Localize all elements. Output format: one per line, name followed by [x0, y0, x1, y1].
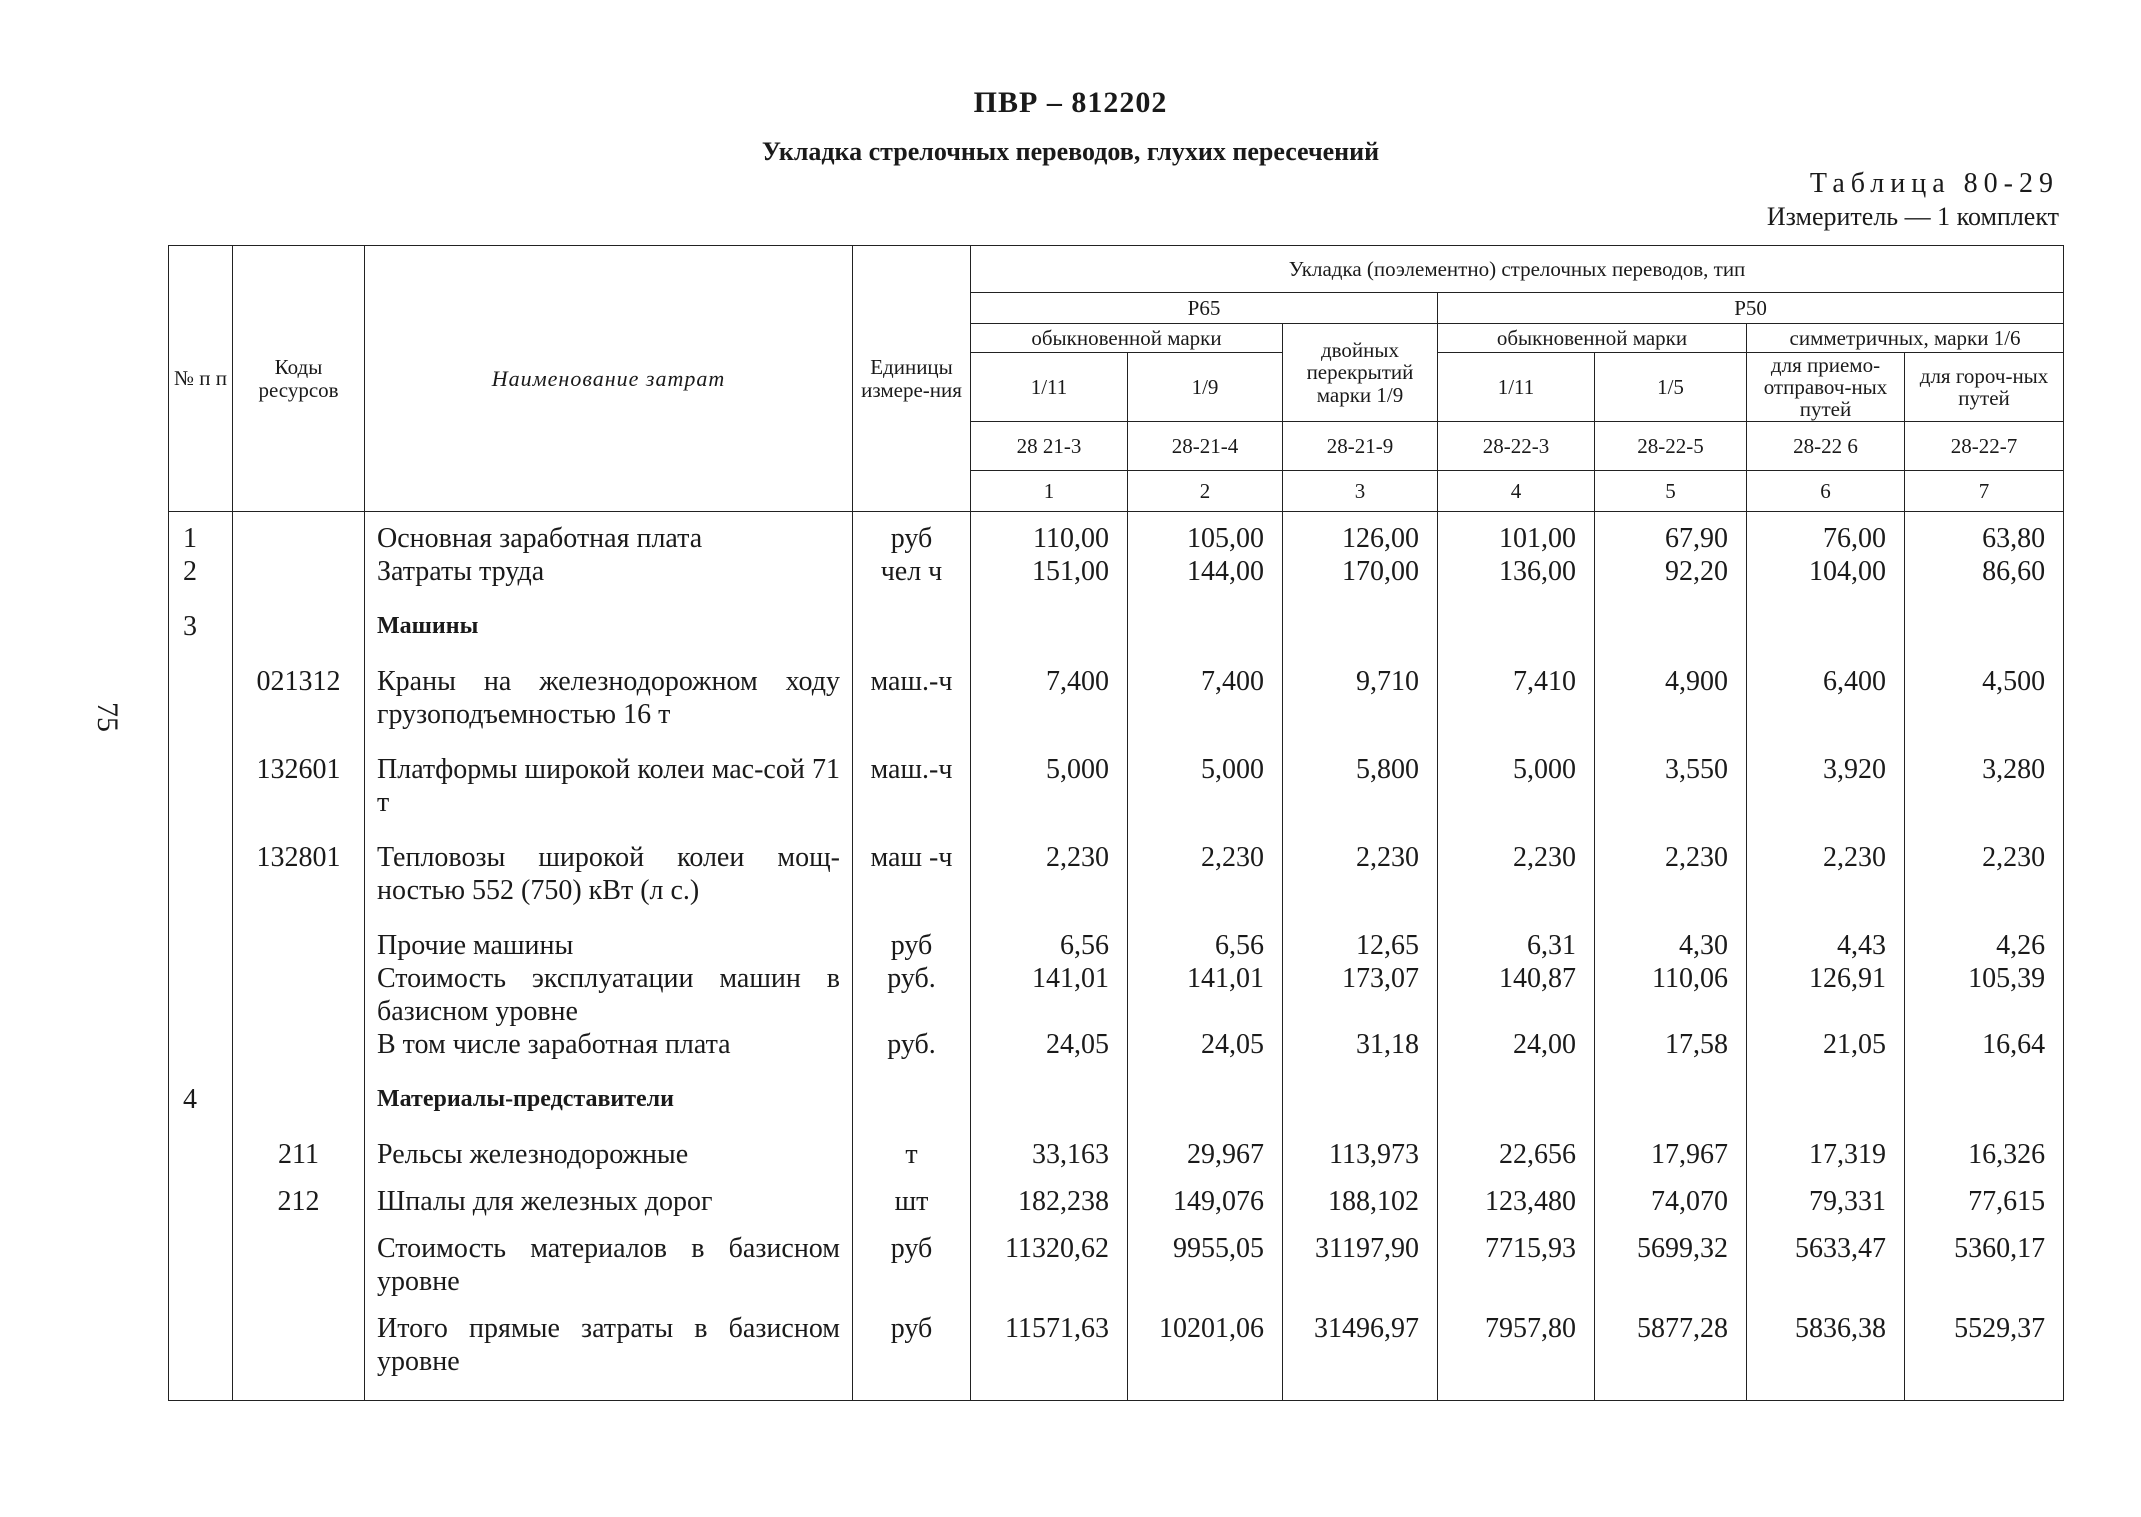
resource-code: 021312 — [233, 643, 365, 731]
cost-value: 105,39 — [1905, 962, 2064, 1028]
cost-name: Стоимость материалов в базисном уровне — [365, 1218, 853, 1298]
cost-name: Тепловозы широкой колеи мощ-ностью 552 (750) кВт (л с.) — [365, 819, 853, 907]
row-number — [169, 1171, 233, 1218]
cost-value: 101,00 — [1438, 512, 1595, 556]
header-unit: Единицы измере-ния — [853, 246, 971, 512]
unit-of-measure: руб — [853, 512, 971, 556]
cost-value: 24,05 — [1128, 1028, 1283, 1061]
cost-value: 9955,05 — [1128, 1218, 1283, 1298]
header-column-number: 6 — [1747, 471, 1905, 512]
row-code-cell — [233, 1061, 365, 1116]
cost-name: Прочие машины — [365, 907, 853, 962]
cost-value: 5360,17 — [1905, 1218, 2064, 1298]
row-value-cell — [1283, 1061, 1438, 1116]
row-value-cell — [971, 1061, 1128, 1116]
unit-of-measure: чел ч — [853, 555, 971, 588]
cost-value: 4,500 — [1905, 643, 2064, 731]
cost-name: Шпалы для железных дорог — [365, 1171, 853, 1218]
cost-value: 123,480 — [1438, 1171, 1595, 1218]
cost-value: 12,65 — [1283, 907, 1438, 962]
unit-of-measure: шт — [853, 1171, 971, 1218]
row-value-cell — [1128, 588, 1283, 643]
cost-value: 92,20 — [1595, 555, 1747, 588]
row-value-cell — [1438, 588, 1595, 643]
cost-value: 7,400 — [971, 643, 1128, 731]
document-subtitle: Укладка стрелочных переводов, глухих пересечений — [761, 137, 1380, 166]
cost-value: 149,076 — [1128, 1171, 1283, 1218]
cost-value: 11571,63 — [971, 1298, 1128, 1401]
row-value-cell — [1747, 1061, 1905, 1116]
header-type-r50: Р50 — [1438, 293, 2064, 324]
cost-value: 2,230 — [1905, 819, 2064, 907]
cost-value: 16,64 — [1905, 1028, 2064, 1061]
cost-value: 7,400 — [1128, 643, 1283, 731]
cost-value: 86,60 — [1905, 555, 2064, 588]
cost-value: 2,230 — [971, 819, 1128, 907]
cost-value: 5,000 — [1438, 731, 1595, 819]
section-title: Машины — [365, 588, 853, 643]
cost-name: Краны на железнодорожном ходу грузоподъемностью 16 т — [365, 643, 853, 731]
cost-value: 17,967 — [1595, 1116, 1747, 1171]
cost-value: 144,00 — [1128, 555, 1283, 588]
table-row — [169, 731, 2064, 819]
cost-value: 5633,47 — [1747, 1218, 1905, 1298]
header-type-r65: Р65 — [971, 293, 1438, 324]
row-code-cell — [233, 588, 365, 643]
unit-of-measure: руб — [853, 1218, 971, 1298]
cost-value: 79,331 — [1747, 1171, 1905, 1218]
unit-of-measure: руб. — [853, 962, 971, 1028]
cost-value: 6,56 — [971, 907, 1128, 962]
cost-value: 105,00 — [1128, 512, 1283, 556]
cost-value: 126,91 — [1747, 962, 1905, 1028]
cost-value: 5877,28 — [1595, 1298, 1747, 1401]
resource-code: 212 — [233, 1171, 365, 1218]
row-value-cell — [1905, 588, 2064, 643]
cost-value: 140,87 — [1438, 962, 1595, 1028]
document-title: ПВР – 812202 — [973, 86, 1168, 119]
header-column-number: 4 — [1438, 471, 1595, 512]
cost-name: Рельсы железнодорожные — [365, 1116, 853, 1171]
table-row — [169, 1028, 2064, 1061]
cost-value: 29,967 — [1128, 1116, 1283, 1171]
cost-value: 141,01 — [971, 962, 1128, 1028]
table-row — [169, 907, 2064, 962]
cost-value: 17,58 — [1595, 1028, 1747, 1061]
row-number: 1 — [169, 512, 233, 556]
header-code-cell: 28-22-5 — [1595, 422, 1747, 471]
table-row — [169, 643, 2064, 731]
table-row — [169, 1171, 2064, 1218]
unit-of-measure: руб — [853, 1298, 971, 1401]
table-row — [169, 1116, 2064, 1171]
row-number — [169, 907, 233, 962]
table-row — [169, 555, 2064, 588]
cost-value: 5,800 — [1283, 731, 1438, 819]
header-mark: для приемо-отправоч-ных путей — [1747, 353, 1905, 422]
row-value-cell — [1128, 1061, 1283, 1116]
table-row — [169, 1298, 2064, 1401]
cost-value: 3,280 — [1905, 731, 2064, 819]
row-value-cell — [971, 588, 1128, 643]
header-column-number: 7 — [1905, 471, 2064, 512]
row-number: 4 — [169, 1061, 233, 1116]
cost-value: 5,000 — [1128, 731, 1283, 819]
row-number — [169, 643, 233, 731]
resource-code — [233, 555, 365, 588]
cost-value: 74,070 — [1595, 1171, 1747, 1218]
cost-value: 31,18 — [1283, 1028, 1438, 1061]
cost-value: 4,30 — [1595, 907, 1747, 962]
unit-of-measure: руб — [853, 907, 971, 962]
cost-value: 6,56 — [1128, 907, 1283, 962]
header-column-number: 2 — [1128, 471, 1283, 512]
table-row — [169, 512, 2064, 556]
cost-value: 136,00 — [1438, 555, 1595, 588]
page-number: 75 — [91, 702, 124, 732]
row-number — [169, 1218, 233, 1298]
measure-unit: Измеритель — 1 комплект — [1766, 202, 2059, 231]
cost-name: Платформы широкой колеи мас-сой 71 т — [365, 731, 853, 819]
cost-value: 5699,32 — [1595, 1218, 1747, 1298]
row-unit-cell — [853, 588, 971, 643]
cost-value: 5836,38 — [1747, 1298, 1905, 1401]
header-num: № п п — [169, 246, 233, 512]
resource-code — [233, 962, 365, 1028]
header-column-number: 5 — [1595, 471, 1747, 512]
header-codes: Коды ресурсов — [233, 246, 365, 512]
row-unit-cell — [853, 1061, 971, 1116]
resource-code — [233, 1218, 365, 1298]
cost-value: 110,06 — [1595, 962, 1747, 1028]
row-value-cell — [1595, 1061, 1747, 1116]
unit-of-measure: маш.-ч — [853, 643, 971, 731]
row-value-cell — [1905, 1061, 2064, 1116]
cost-value: 104,00 — [1747, 555, 1905, 588]
row-number: 2 — [169, 555, 233, 588]
cost-value: 33,163 — [971, 1116, 1128, 1171]
header-code-cell: 28-22-3 — [1438, 422, 1595, 471]
cost-value: 63,80 — [1905, 512, 2064, 556]
header-code-cell: 28-21-4 — [1128, 422, 1283, 471]
header-r50-ordinary: обыкновенной марки — [1438, 324, 1747, 353]
cost-value: 126,00 — [1283, 512, 1438, 556]
resource-code — [233, 512, 365, 556]
cost-value: 24,00 — [1438, 1028, 1595, 1061]
cost-value: 3,550 — [1595, 731, 1747, 819]
header-code-cell: 28-21-9 — [1283, 422, 1438, 471]
header-mark: 1/9 — [1128, 353, 1283, 422]
resource-code — [233, 1028, 365, 1061]
cost-value: 76,00 — [1747, 512, 1905, 556]
header-code-cell: 28-22-7 — [1905, 422, 2064, 471]
header-r50-symmetric: симметричных, марки 1/6 — [1747, 324, 2064, 353]
header-mark: 1/11 — [971, 353, 1128, 422]
cost-value: 2,230 — [1595, 819, 1747, 907]
cost-value: 2,230 — [1128, 819, 1283, 907]
cost-value: 77,615 — [1905, 1171, 2064, 1218]
row-number — [169, 819, 233, 907]
header-column-number: 3 — [1283, 471, 1438, 512]
resource-code: 132801 — [233, 819, 365, 907]
cost-name: Затраты труда — [365, 555, 853, 588]
row-number — [169, 1298, 233, 1401]
cost-value: 6,31 — [1438, 907, 1595, 962]
cost-name: Основная заработная плата — [365, 512, 853, 556]
row-number — [169, 962, 233, 1028]
cost-value: 151,00 — [971, 555, 1128, 588]
cost-value: 7957,80 — [1438, 1298, 1595, 1401]
cost-value: 2,230 — [1283, 819, 1438, 907]
header-code-cell: 28-22 6 — [1747, 422, 1905, 471]
table-row — [169, 588, 2064, 643]
header-r65-ordinary: обыкновенной марки — [971, 324, 1283, 353]
cost-value: 4,26 — [1905, 907, 2064, 962]
cost-value: 7715,93 — [1438, 1218, 1595, 1298]
cost-name: В том числе заработная плата — [365, 1028, 853, 1061]
resource-code — [233, 907, 365, 962]
cost-value: 7,410 — [1438, 643, 1595, 731]
cost-value: 24,05 — [971, 1028, 1128, 1061]
header-name: Наименование затрат — [365, 246, 853, 512]
cost-value: 21,05 — [1747, 1028, 1905, 1061]
row-number — [169, 731, 233, 819]
row-value-cell — [1283, 588, 1438, 643]
cost-value: 113,973 — [1283, 1116, 1438, 1171]
cost-value: 3,920 — [1747, 731, 1905, 819]
row-value-cell — [1747, 588, 1905, 643]
table-row — [169, 1061, 2064, 1116]
unit-of-measure: маш.-ч — [853, 731, 971, 819]
cost-value: 31197,90 — [1283, 1218, 1438, 1298]
unit-of-measure: маш -ч — [853, 819, 971, 907]
cost-value: 67,90 — [1595, 512, 1747, 556]
cost-value: 11320,62 — [971, 1218, 1128, 1298]
header-mark: 1/5 — [1595, 353, 1747, 422]
cost-value: 16,326 — [1905, 1116, 2064, 1171]
cost-value: 22,656 — [1438, 1116, 1595, 1171]
section-title: Материалы-представители — [365, 1061, 853, 1116]
cost-value: 9,710 — [1283, 643, 1438, 731]
resource-code — [233, 1298, 365, 1401]
cost-value: 4,900 — [1595, 643, 1747, 731]
row-value-cell — [1438, 1061, 1595, 1116]
row-number: 3 — [169, 588, 233, 643]
resource-code: 211 — [233, 1116, 365, 1171]
cost-name: Итого прямые затраты в базисном уровне — [365, 1298, 853, 1401]
header-column-number: 1 — [971, 471, 1128, 512]
cost-value: 4,43 — [1747, 907, 1905, 962]
resource-code: 132601 — [233, 731, 365, 819]
header-mark: для гороч-ных путей — [1905, 353, 2064, 422]
row-number — [169, 1028, 233, 1061]
cost-value: 5529,37 — [1905, 1298, 2064, 1401]
cost-name: Стоимость эксплуатации машин в базисном уровне — [365, 962, 853, 1028]
unit-of-measure: т — [853, 1116, 971, 1171]
header-mark: 1/11 — [1438, 353, 1595, 422]
table-number: Таблица 80-29 — [1809, 168, 2059, 199]
cost-table — [168, 245, 2063, 1377]
cost-value: 6,400 — [1747, 643, 1905, 731]
table-row — [169, 819, 2064, 907]
cost-value: 141,01 — [1128, 962, 1283, 1028]
header-group-title: Укладка (поэлементно) стрелочных переводов, тип — [971, 246, 2064, 293]
cost-value: 182,238 — [971, 1171, 1128, 1218]
cost-value: 31496,97 — [1283, 1298, 1438, 1401]
cost-value: 110,00 — [971, 512, 1128, 556]
row-number — [169, 1116, 233, 1171]
cost-value: 170,00 — [1283, 555, 1438, 588]
unit-of-measure: руб. — [853, 1028, 971, 1061]
cost-value: 2,230 — [1747, 819, 1905, 907]
cost-value: 10201,06 — [1128, 1298, 1283, 1401]
table-row — [169, 1218, 2064, 1298]
cost-value: 17,319 — [1747, 1116, 1905, 1171]
cost-value: 2,230 — [1438, 819, 1595, 907]
table-row — [169, 962, 2064, 1028]
cost-value: 173,07 — [1283, 962, 1438, 1028]
row-value-cell — [1595, 588, 1747, 643]
cost-value: 5,000 — [971, 731, 1128, 819]
header-r65-double: двойных перекрытий марки 1/9 — [1283, 324, 1438, 422]
header-code-cell: 28 21-3 — [971, 422, 1128, 471]
cost-value: 188,102 — [1283, 1171, 1438, 1218]
